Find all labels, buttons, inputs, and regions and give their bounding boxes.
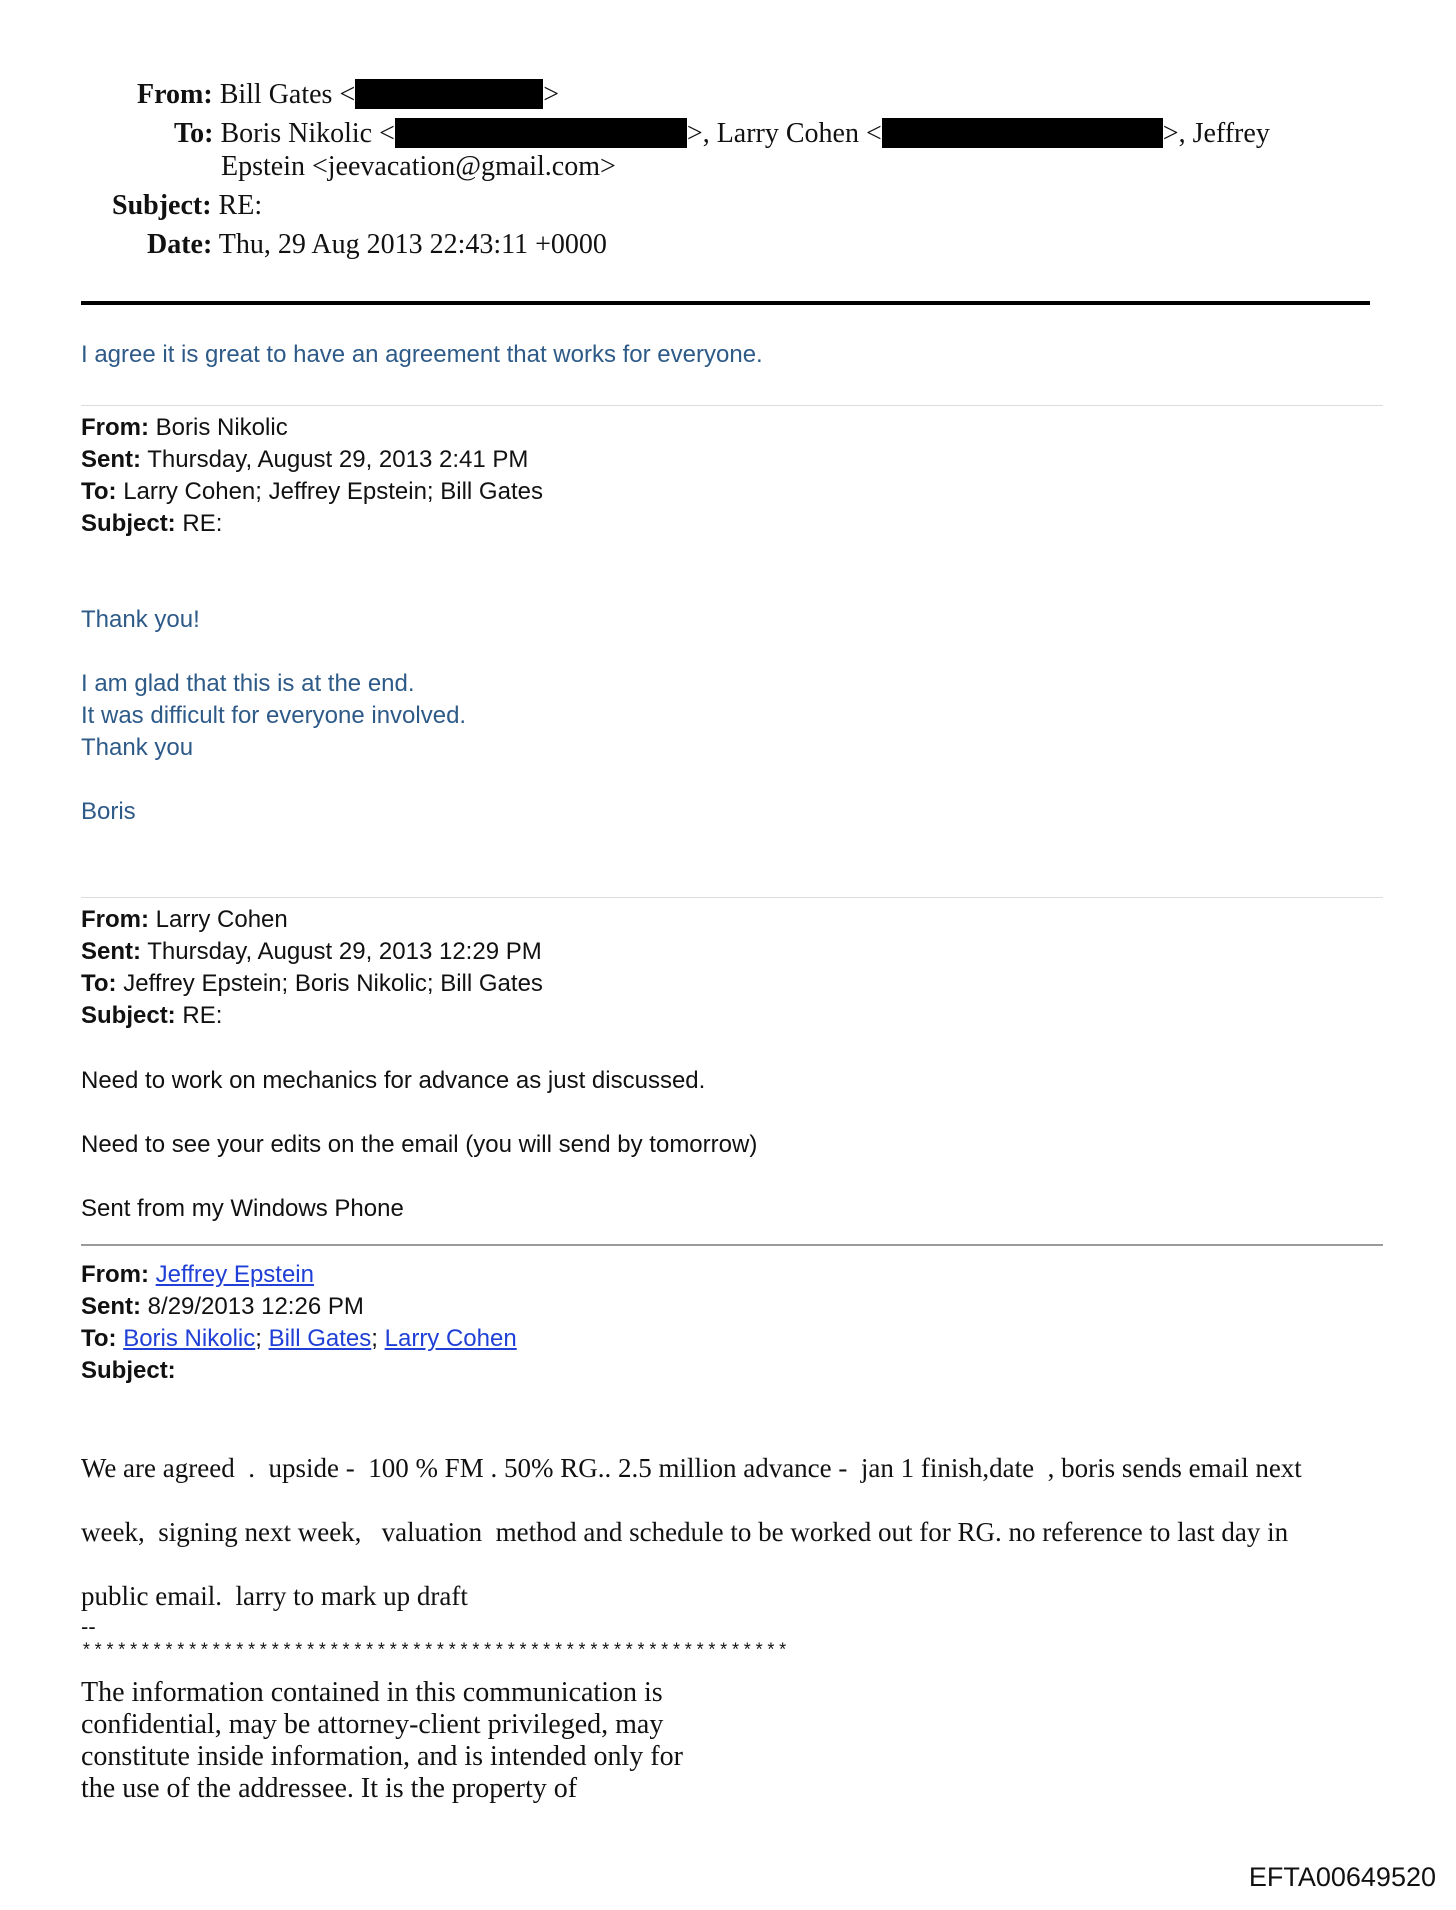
header-from-row: From: Bill Gates < > <box>137 79 560 110</box>
msg3-to-row: To: Boris Nikolic; Bill Gates; Larry Cohen <box>81 1325 517 1352</box>
msg3-from-link[interactable]: Jeffrey Epstein <box>155 1261 314 1288</box>
divider <box>81 405 1383 406</box>
msg2-sent-row <box>81 936 542 968</box>
to-label: To: <box>174 118 214 149</box>
msg3-body-line: public email. larry to mark up draft <box>81 1581 468 1611</box>
from-label: From: <box>137 79 213 110</box>
disclaimer-line: constitute inside information, and is intended only for <box>81 1741 683 1772</box>
msg1-to: Larry Cohen; Jeffrey Epstein; Bill Gates <box>123 478 543 505</box>
msg3-from-label: From: <box>81 1261 149 1288</box>
msg2-subject-label: Subject: <box>81 1002 176 1029</box>
msg2-to: Jeffrey Epstein; Boris Nikolic; Bill Gates <box>123 970 543 997</box>
msg1-sent-row <box>81 444 528 476</box>
msg2-from-label: From: <box>81 906 149 933</box>
reply-text: I agree it is great to have an agreement that works for everyone. <box>81 341 763 368</box>
from-name: Bill Gates <box>219 79 333 110</box>
to-line-2: Epstein <jeevacation@gmail.com> <box>221 151 616 182</box>
msg3-subject-label: Subject: <box>81 1357 176 1384</box>
msg2-sent-label: Sent: <box>81 938 141 965</box>
msg2-subject: RE: <box>182 1002 223 1029</box>
msg1-subject-label: Subject: <box>81 510 176 537</box>
msg3-subject-row <box>81 1355 176 1387</box>
msg3-to-link-2[interactable]: Bill Gates <box>268 1325 372 1352</box>
msg2-from-row <box>81 904 288 936</box>
to-name-1: Boris Nikolic <box>220 118 373 149</box>
msg3-to-link-1[interactable]: Boris Nikolic <box>123 1325 256 1352</box>
redaction-box <box>355 79 543 109</box>
subject-label: Subject: <box>112 190 212 221</box>
msg3-sent-row <box>81 1291 364 1323</box>
msg3-sent: 8/29/2013 12:26 PM <box>147 1293 364 1320</box>
header-to-row-2 <box>221 150 616 184</box>
msg2-from: Larry Cohen <box>155 906 288 933</box>
msg3-body-line: We are agreed . upside - 100 % FM . 50% RG.. 2.5 million advance - jan 1 finish,date , boris sends email next <box>81 1453 1302 1483</box>
msg1-from-row <box>81 412 288 444</box>
msg1-signoff: Boris <box>81 798 136 825</box>
msg1-subject: RE: <box>182 510 223 537</box>
divider <box>81 1244 1383 1246</box>
msg2-to-label: To: <box>81 970 117 997</box>
msg1-body-line: Thank you <box>81 734 194 761</box>
msg1-from: Boris Nikolic <box>155 414 288 441</box>
msg2-body-line: Need to work on mechanics for advance as just discussed. <box>81 1067 706 1094</box>
header-to-row: To: Boris Nikolic < >, Larry Cohen < >, Jeffrey <box>174 118 1270 149</box>
msg1-from-label: From: <box>81 414 149 441</box>
redaction-box <box>882 118 1163 148</box>
disclaimer-line: the use of the addressee. It is the property of <box>81 1773 578 1804</box>
signature-stars: ************************************************************ <box>81 1642 790 1662</box>
msg3-body <box>81 1420 1302 1644</box>
msg3-body-line: week, signing next week, valuation method and schedule to be worked out for RG. no reference to last day in <box>81 1517 1289 1547</box>
msg1-to-row <box>81 476 543 508</box>
signature-dashes: -- <box>81 1614 96 1639</box>
disclaimer <box>81 1677 683 1805</box>
msg1-sent-label: Sent: <box>81 446 141 473</box>
date-label: Date: <box>147 229 213 260</box>
msg2-subject-row <box>81 1000 222 1032</box>
msg2-to-row <box>81 968 543 1000</box>
msg3-sent-label: Sent: <box>81 1293 141 1320</box>
to-name-2: Larry Cohen <box>716 118 859 149</box>
to-name-3: Jeffrey <box>1192 118 1270 149</box>
msg1-sent: Thursday, August 29, 2013 2:41 PM <box>147 446 529 473</box>
msg2-body-line: Sent from my Windows Phone <box>81 1195 404 1222</box>
redaction-box <box>395 118 687 148</box>
subject-value: RE: <box>218 190 263 221</box>
divider <box>81 897 1383 898</box>
header-date-row <box>147 228 607 262</box>
header-subject-row <box>112 189 262 223</box>
msg2-sent: Thursday, August 29, 2013 12:29 PM <box>147 938 542 965</box>
msg1-body-line: It was difficult for everyone involved. <box>81 702 467 729</box>
bates-number: EFTA00649520 <box>1248 1862 1436 1892</box>
msg1-body-line: I am glad that this is at the end. <box>81 670 415 697</box>
msg1-body-line: Thank you! <box>81 606 200 633</box>
msg3-from-row <box>81 1259 314 1291</box>
msg3-to-label: To: <box>81 1325 117 1352</box>
date-value: Thu, 29 Aug 2013 22:43:11 +0000 <box>218 229 607 260</box>
header-divider <box>81 301 1370 305</box>
msg1-to-label: To: <box>81 478 117 505</box>
disclaimer-line: confidential, may be attorney-client privileged, may <box>81 1709 664 1740</box>
msg2-body-line: Need to see your edits on the email (you will send by tomorrow) <box>81 1131 758 1158</box>
disclaimer-line: The information contained in this communication is <box>81 1677 663 1708</box>
msg3-to-link-3[interactable]: Larry Cohen <box>384 1325 517 1352</box>
msg1-subject-row <box>81 508 222 540</box>
